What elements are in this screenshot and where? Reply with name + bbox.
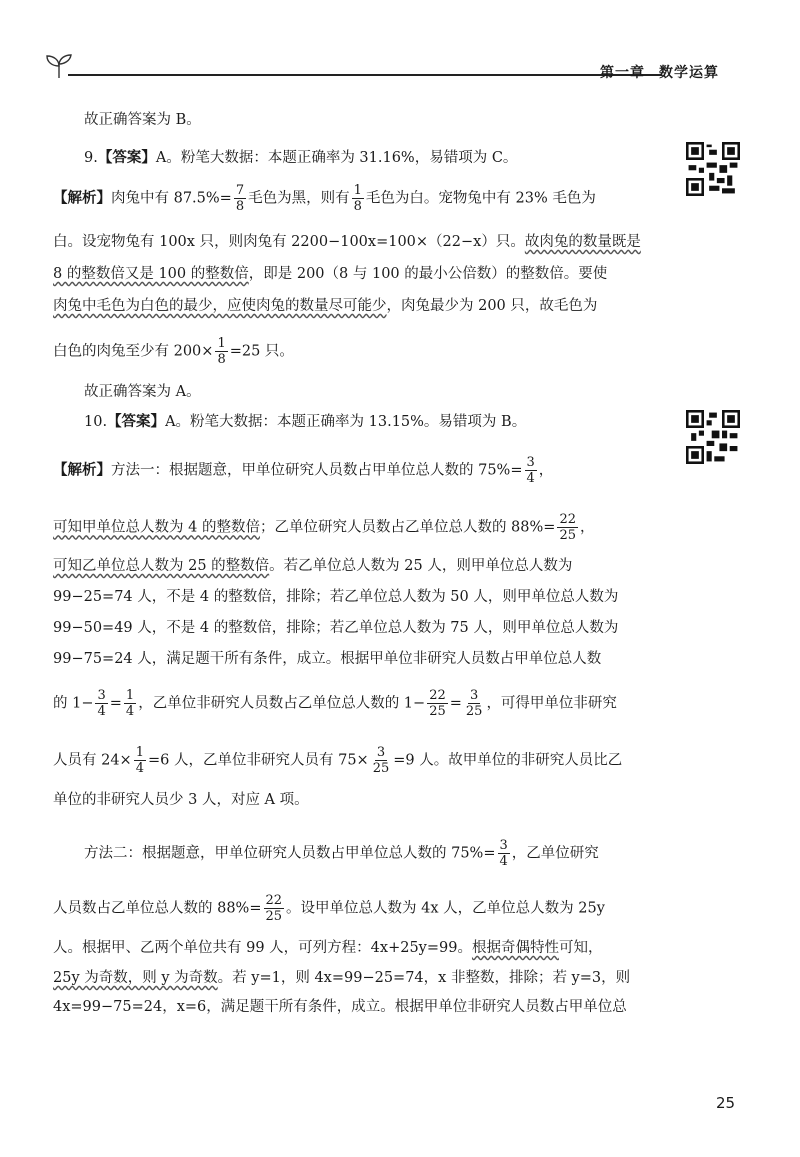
fraction: $\frac{3}{25}$: [465, 688, 483, 719]
underlined-text: 可知乙单位总人数为 25 的整数倍: [53, 558, 270, 574]
qr-code-icon[interactable]: [686, 410, 740, 464]
text-line: 25y 为奇数，则 y 为奇数。若 y=1，则 4x=99−25=74，x 非整数，排除；若 y=3，则: [53, 970, 631, 986]
fraction: $\frac{3}{4}$: [499, 838, 508, 869]
text-line: 故正确答案为 B。: [84, 112, 201, 128]
underlined-text: 肉兔中毛色为白色的最少，应使肉兔的数量尽可能少: [53, 298, 387, 314]
chapter-header: [600, 62, 719, 82]
underlined-text: 8 的整数倍又是 100 的整数倍: [53, 266, 249, 282]
fraction: $\frac{22}{25}$: [429, 688, 446, 719]
analysis-line: 【解析】肉兔中有 87.5%= $\frac{7}{8}$ 毛色为黑，则有 $\frac{1}{8}$ 毛色为白。宠物兔中有 23% 毛色为: [53, 183, 596, 214]
answer-line: 9.【答案】A。粉笔大数据：本题正确率为 31.16%，易错项为 C。: [84, 150, 518, 166]
fraction: $\frac{3}{4}$: [526, 455, 535, 486]
qr-code-icon[interactable]: [686, 142, 740, 196]
text-line: 肉兔中毛色为白色的最少，应使肉兔的数量尽可能少，肉兔最少为 200 只，故毛色为: [53, 298, 598, 314]
text-line: 白色的肉兔至少有 200× $\frac{1}{8}$ =25 只。: [53, 336, 294, 367]
answer-tag: 【答案】: [107, 414, 166, 430]
text-line: 99−75=24 人，满足题干所有条件，成立。根据甲单位非研究人员数占甲单位总人数: [53, 651, 602, 667]
header-rule: [68, 74, 662, 76]
underlined-text: 根据奇偶特性: [471, 940, 559, 956]
fraction: $\frac{1}{4}$: [125, 688, 135, 719]
fraction: $\frac{3}{4}$: [97, 688, 106, 719]
fraction: $\frac{22}{25}$: [559, 512, 576, 543]
text-line: 8 的整数倍又是 100 的整数倍，即是 200（8 与 100 的最小公倍数）的整数倍。要使: [53, 266, 608, 282]
answer-line: 10.【答案】A。粉笔大数据：本题正确率为 13.15%。易错项为 B。: [84, 414, 527, 430]
analysis-line: 【解析】方法一：根据题意，甲单位研究人员数占甲单位总人数的 75%= $\frac{3}{4}$ ，: [53, 455, 554, 486]
text-line: 人员有 24× $\frac{1}{4}$ =6 人，乙单位非研究人员有 75× $\frac{3}{25}$ =9 人。故甲单位的非研究人员比乙: [53, 745, 623, 776]
fraction: $\frac{22}{25}$: [265, 893, 283, 924]
text-line: 可知甲单位总人数为 4 的整数倍；乙单位研究人员数占乙单位总人数的 88%= $\frac{22}{25}$ ，: [53, 512, 595, 543]
text-line: 99−25=74 人，不是 4 的整数倍，排除；若乙单位总人数为 50 人，则甲单位总人数为: [53, 589, 619, 605]
underlined-text: 故肉兔的数量既是: [524, 234, 641, 250]
text-line: 的 1− $\frac{3}{4}$ = $\frac{1}{4}$ ，乙单位非研究人员数占乙单位总人数的 1− $\frac{22}{25}$ = $\frac{3}{25}$ ，可得甲单位非研究: [53, 688, 617, 719]
underlined-text: 25y 为奇数，则 y 为奇数: [53, 970, 218, 986]
fraction: $\frac{3}{25}$: [372, 745, 390, 776]
fraction: $\frac{1}{4}$: [135, 745, 144, 776]
text-line: 人员数占乙单位总人数的 88%= $\frac{22}{25}$ 。设甲单位总人数为 4x 人，乙单位总人数为 25y: [53, 893, 605, 924]
analysis-tag: 【解析】: [53, 190, 111, 207]
text-line: 人。根据甲、乙两个单位共有 99 人，可列方程：4x+25y=99。根据奇偶特性可知，: [53, 940, 603, 956]
text-line: 白。设宠物兔有 100x 只，则肉兔有 2200−100x=100×（22−x）只。故肉兔的数量既是: [53, 234, 641, 250]
text-line: 方法二：根据题意，甲单位研究人员数占甲单位总人数的 75%= $\frac{3}{4}$ ，乙单位研究: [84, 838, 599, 869]
underlined-text: 可知甲单位总人数为 4 的整数倍: [53, 519, 260, 536]
fraction: $\frac{7}{8}$: [235, 183, 245, 214]
text-line: 可知乙单位总人数为 25 的整数倍。若乙单位总人数为 25 人，则甲单位总人数为: [53, 558, 573, 574]
page-number: 25: [716, 1094, 736, 1112]
analysis-tag: 【解析】: [53, 462, 111, 479]
fraction: $\frac{1}{8}$: [353, 183, 362, 214]
text-line: 4x=99−75=24，x=6，满足题干所有条件，成立。根据甲单位非研究人员数占甲单位总: [53, 999, 627, 1015]
text-line: 单位的非研究人员少 3 人，对应 A 项。: [53, 792, 309, 808]
fraction: $\frac{1}{8}$: [217, 336, 226, 367]
section-label: 数学运算: [659, 65, 719, 81]
chapter-label: 第一章: [600, 65, 645, 81]
text-line: 故正确答案为 A。: [84, 384, 201, 400]
answer-tag: 【答案】: [97, 150, 156, 166]
text-line: 99−50=49 人，不是 4 的整数倍，排除；若乙单位总人数为 75 人，则甲单位总人数为: [53, 620, 619, 636]
